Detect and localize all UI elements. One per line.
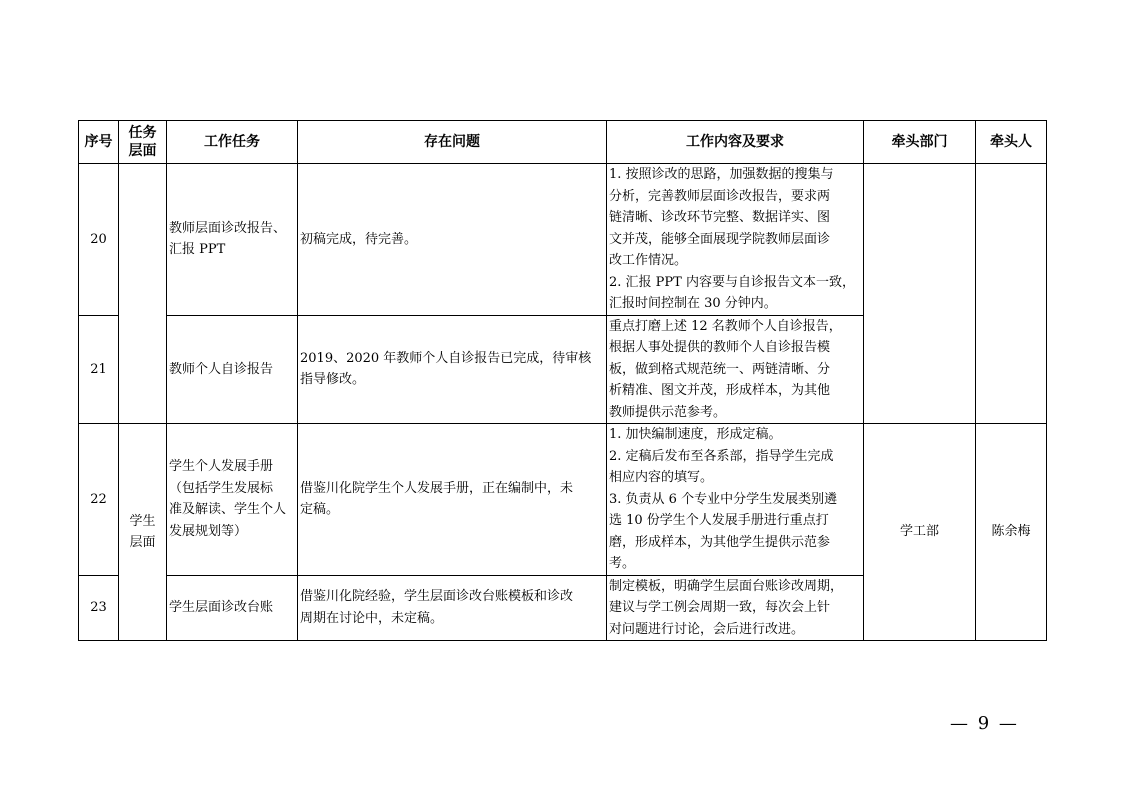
- table-row: [79, 424, 1047, 576]
- row-issue: [298, 315, 607, 424]
- page-number: — 9 —: [950, 713, 1019, 734]
- issue-line: 周期在讨论中，未定稿。: [300, 610, 444, 626]
- content-line: 建议与学工例会周期一致，每次会上针: [609, 600, 831, 615]
- teacher-level-cell: [119, 164, 167, 424]
- task-line: 学生个人发展手册: [169, 459, 274, 475]
- content-line: 链清晰、诊改环节完整、数据详实、图: [609, 210, 831, 225]
- content-line: 磨，形成样本，为其他学生提供示范参: [609, 534, 831, 550]
- content-line: 文并茂，能够全面展现学院教师层面诊: [609, 231, 831, 247]
- header-row: [79, 121, 1047, 164]
- row-content: [607, 315, 864, 424]
- row-task: [167, 575, 298, 641]
- content-line: 教师提供示范参考。: [609, 404, 727, 420]
- content-line: 2. 定稿后发布至各系部，指导学生完成: [609, 448, 834, 464]
- issue-line: 定稿。: [300, 502, 340, 518]
- task-line: 教师层面诊改报告、: [169, 220, 287, 236]
- person-cell: 陈余梅: [976, 424, 1047, 641]
- header-dept: 牵头部门: [864, 121, 976, 164]
- content-line: 重点打磨上述 12 名教师个人自诊报告，: [609, 318, 842, 334]
- content-line: 改工作情况。: [609, 253, 688, 268]
- header-content: 工作内容及要求: [607, 121, 864, 164]
- header-person: 牵头人: [976, 121, 1047, 164]
- task-line: 汇报 PPT: [169, 242, 226, 258]
- content-line: 1. 按照诊改的思路，加强数据的搜集与: [609, 167, 834, 182]
- issue-line: 初稿完成，待完善。: [300, 231, 418, 247]
- content-line: 选 10 份学生个人发展手册进行重点打: [609, 513, 829, 528]
- issue-line: 借鉴川化院学生个人发展手册，正在编制中，未: [300, 480, 574, 496]
- table-row: [79, 164, 1047, 316]
- content-line: 3. 负责从 6 个专业中分学生发展类别遴: [609, 491, 838, 507]
- row-content: [607, 164, 864, 316]
- row-seq: 22: [79, 424, 119, 576]
- content-line: 2. 汇报 PPT 内容要与自诊报告文本一致，: [609, 274, 855, 290]
- content-line: 1. 加快编制速度，形成定稿。: [609, 427, 782, 442]
- row-issue: [298, 164, 607, 316]
- level-line: 层面: [129, 535, 156, 550]
- header-level-line: 任务: [128, 125, 157, 141]
- header-issue: 存在问题: [298, 121, 607, 164]
- content-line: 相应内容的填写。: [609, 470, 714, 485]
- header-level: [119, 121, 167, 164]
- content-line: 汇报时间控制在 30 分钟内。: [609, 296, 777, 311]
- content-line: 考。: [609, 556, 636, 571]
- row-content: [607, 424, 864, 576]
- issue-line: 借鉴川化院经验，学生层面诊改台账模板和诊改: [300, 589, 574, 605]
- issue-line: 2019、2020 年教师个人自诊报告已完成，待审核: [300, 350, 592, 366]
- dept-cell-teacher: [864, 164, 976, 424]
- task-line: 学生层面诊改台账: [169, 600, 274, 615]
- task-line: 发展规划等）: [169, 523, 248, 539]
- student-level-cell: [119, 424, 167, 641]
- row-content: [607, 575, 864, 641]
- task-line: （包括学生发展标: [169, 480, 274, 496]
- row-task: [167, 315, 298, 424]
- issue-line: 指导修改。: [300, 372, 366, 388]
- dept-cell: 学工部: [864, 424, 976, 641]
- task-line: 准及解读、学生个人: [169, 502, 287, 518]
- content-line: 分析，完善教师层面诊改报告，要求两: [609, 188, 831, 204]
- row-task: [167, 164, 298, 316]
- content-line: 对问题进行讨论，会后进行改进。: [609, 621, 805, 637]
- header-level-line: 层面: [128, 143, 157, 159]
- task-table: [78, 120, 1047, 641]
- task-line: 教师个人自诊报告: [169, 361, 274, 377]
- content-line: 析精准、图文并茂，形成样本，为其他: [609, 383, 831, 398]
- content-line: 板，做到格式规范统一、两链清晰、分: [609, 361, 831, 377]
- row-task: [167, 424, 298, 576]
- person-cell-teacher: [976, 164, 1047, 424]
- row-seq: 23: [79, 575, 119, 641]
- level-line: 学生: [129, 513, 156, 529]
- header-task: 工作任务: [167, 121, 298, 164]
- row-issue: [298, 575, 607, 641]
- content-line: 制定模板，明确学生层面台账诊改周期，: [609, 578, 844, 594]
- content-line: 根据人事处提供的教师个人自诊报告模: [609, 340, 831, 355]
- row-seq: 21: [79, 315, 119, 424]
- row-issue: [298, 424, 607, 576]
- header-seq: 序号: [79, 121, 119, 164]
- row-seq: 20: [79, 164, 119, 316]
